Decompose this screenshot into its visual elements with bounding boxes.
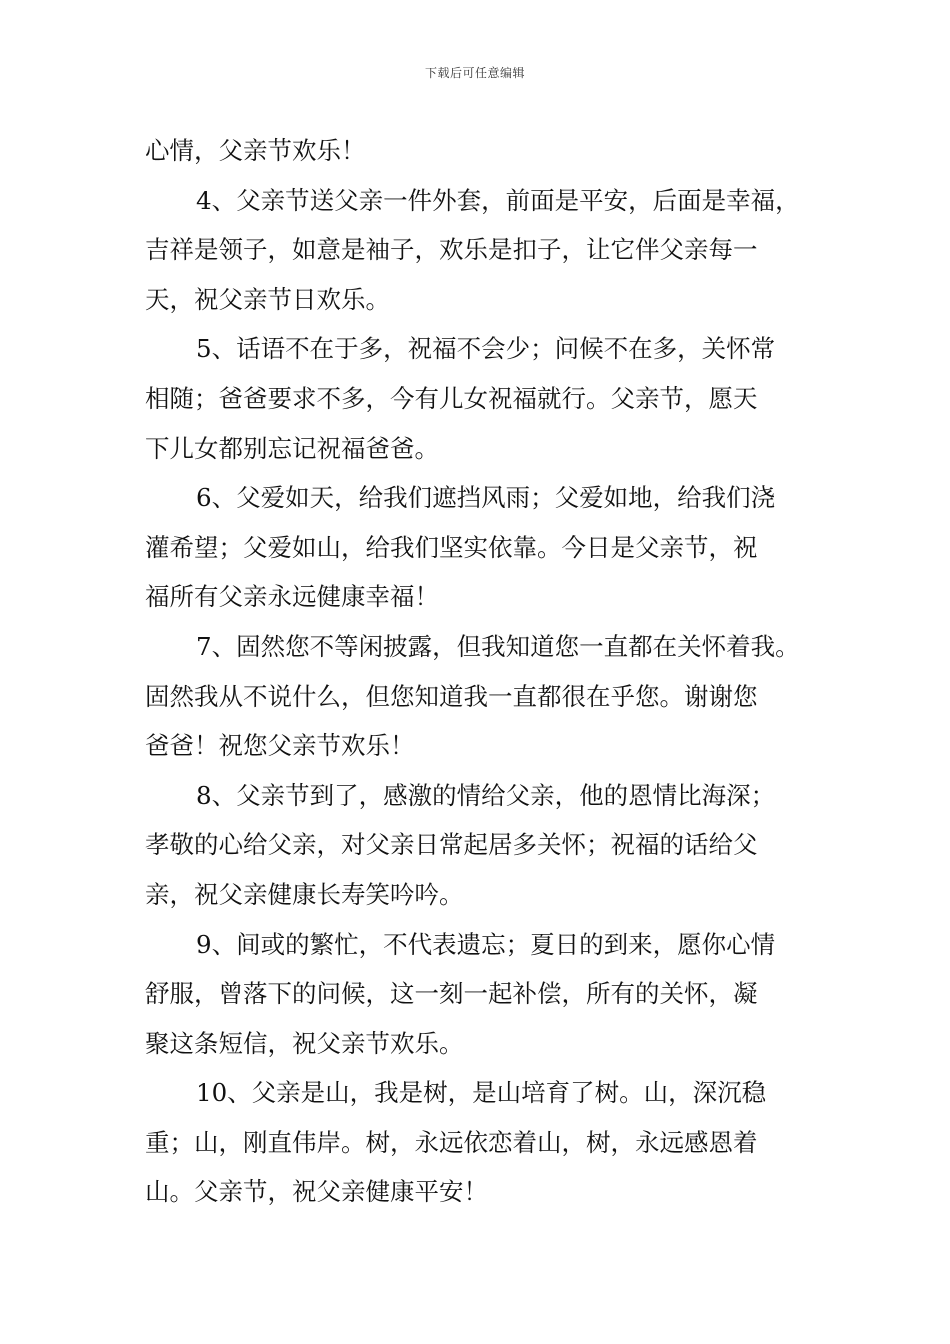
text-line: 聚这条短信，祝父亲节欢乐。 xyxy=(145,1028,464,1058)
document-body xyxy=(145,126,835,1217)
text-line: 6、父爱如天，给我们遮挡风雨；父爱如地，给我们浇 xyxy=(196,483,776,513)
text-line: 灌希望；父爱如山，给我们坚实依靠。今日是父亲节，祝 xyxy=(145,532,758,562)
text-line: 舒服，曾落下的问候，这一刻一起补偿，所有的关怀，凝 xyxy=(145,979,758,1009)
text-line: 9、间或的繁忙，不代表遗忘；夏日的到来，愿你心情 xyxy=(196,929,776,959)
text-line: 4、父亲节送父亲一件外套，前面是平安，后面是幸福， xyxy=(196,185,800,215)
text-line: 相随；爸爸要求不多，今有儿女祝福就行。父亲节，愿天 xyxy=(145,383,758,413)
text-line: 亲，祝父亲健康长寿笑吟吟。 xyxy=(145,879,464,909)
text-line: 孝敬的心给父亲，对父亲日常起居多关怀；祝福的话给父 xyxy=(145,830,758,860)
text-line: 重；山，刚直伟岸。树，永远依恋着山，树，永远感恩着 xyxy=(145,1127,758,1157)
text-line: 天，祝父亲节日欢乐。 xyxy=(145,284,390,314)
text-line: 吉祥是领子，如意是袖子，欢乐是扣子，让它伴父亲每一 xyxy=(145,235,758,265)
text-line: 10、父亲是山，我是树，是山培育了树。山，深沉稳 xyxy=(196,1078,767,1108)
text-line: 心情，父亲节欢乐！ xyxy=(145,136,366,165)
text-line: 8、父亲节到了，感激的情给父亲，他的恩情比海深； xyxy=(196,780,776,810)
page-header: 下载后可任意编辑 xyxy=(424,66,525,80)
text-line: 固然我从不说什么，但您知道我一直都很在乎您。谢谢您 xyxy=(145,681,758,711)
text-line: 爸爸！祝您父亲节欢乐！ xyxy=(145,731,415,761)
text-line: 福所有父亲永远健康幸福！ xyxy=(145,582,439,612)
text-line: 山。父亲节，祝父亲健康平安！ xyxy=(145,1177,488,1207)
text-line: 下儿女都别忘记祝福爸爸。 xyxy=(145,433,439,463)
text-line: 7、固然您不等闲披露，但我知道您一直都在关怀着我。 xyxy=(196,631,800,661)
text-line: 5、话语不在于多，祝福不会少；问候不在多，关怀常 xyxy=(196,334,776,364)
